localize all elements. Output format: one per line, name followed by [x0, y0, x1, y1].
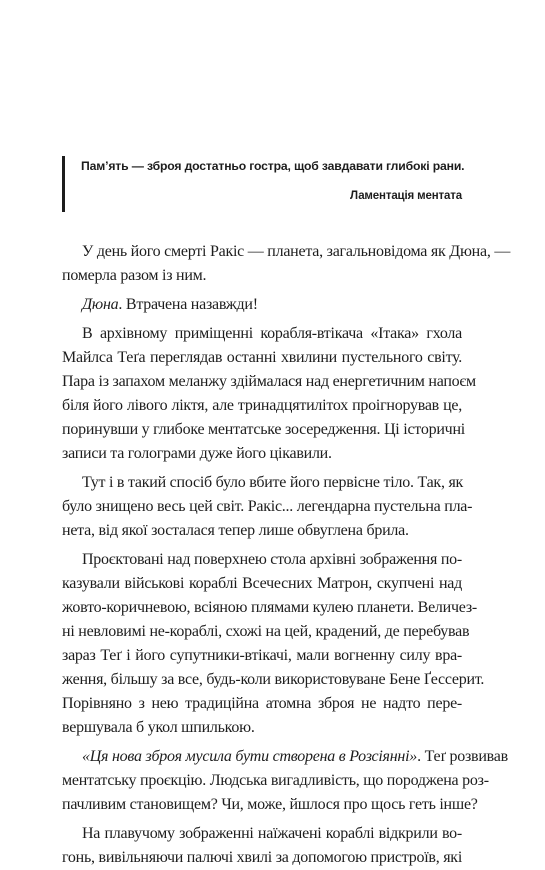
body-text — [62, 240, 511, 870]
text-line: Тут і в такий спосіб було вбите його первісне тіло. Так, як — [82, 474, 464, 491]
epigraph-source: Ламентація ментата — [349, 190, 462, 202]
text-line — [62, 745, 508, 769]
text-line: записи та голограми дуже його цікавили. — [62, 445, 332, 462]
italic-word: Дюна — [82, 296, 119, 313]
text-line: біля його лівого ліктя, але тринадцятилітох проігнорував це, — [62, 397, 462, 414]
text-line: вершувала б укол шпилькою. — [62, 719, 255, 736]
epigraph-quote: Пам’ять — зброя достатньо гостра, щоб завдавати глибокі рани. — [81, 159, 465, 173]
text-line: ментатську проєкцію. Людська вигадливість, що породжена роз- — [62, 772, 489, 789]
text-line: Проєктовані над поверхнею стола архівні зображення по- — [82, 551, 462, 568]
epigraph — [62, 152, 465, 212]
text-line: В архівному приміщенні корабля-втікача «Ітака» гхола — [82, 325, 462, 342]
text-line: нета, від якої зосталася тепер лише обвуглена брила. — [62, 522, 409, 539]
text-line: гонь, вивільняючи палючі хвилі за допомогою пристроїв, які — [62, 849, 463, 866]
text-line: жовто-коричневою, всіяною плямами кулею планети. Величез- — [62, 599, 477, 616]
text-line: Пара із запахом меланжу здіймалася над енергетичним напоєм — [62, 373, 476, 390]
text-line: У день його смерті Ракіс — планета, загальновідома як Дюна, — — [82, 243, 511, 260]
text-line: Майлса Теґа переглядав останні хвилини пустельного світу. — [62, 349, 462, 366]
text-line: ження, більшу за все, будь-коли використовуване Бене Ґессерит. — [62, 671, 485, 688]
text-line — [62, 293, 462, 317]
text-line: померла разом із ним. — [62, 267, 207, 284]
epigraph-bar — [62, 156, 65, 212]
text-line: казували військові кораблі Всечесних Матрон, скупчені над — [62, 575, 462, 592]
text-fragment: . Теґ розвивав — [417, 748, 508, 765]
text-line: поринувши у глибоке ментатське зосередження. Ці історичні — [62, 421, 465, 438]
text-line: пачливим становищем? Чи, може, йшлося про щось геть інше? — [62, 796, 478, 813]
text-line: На плавучому зображенні наїжачені кораблі відкрили во- — [82, 825, 462, 842]
text-line: Порівняно з нею традиційна атомна зброя не надто пере- — [62, 695, 462, 712]
text-line: ні невловимі не-кораблі, схожі на цей, крадений, де перебував — [62, 623, 470, 640]
text-line: зараз Теґ і його супутники-втікачі, мали вогненну силу вра- — [62, 647, 462, 664]
text-line: було знищено весь цей світ. Ракіс... легендарна пустельна пла- — [62, 498, 473, 515]
italic-quote: «Ця нова зброя мусила бути створена в Розсіянні» — [82, 748, 418, 765]
text-fragment: . Втрачена назавжди! — [118, 296, 258, 313]
